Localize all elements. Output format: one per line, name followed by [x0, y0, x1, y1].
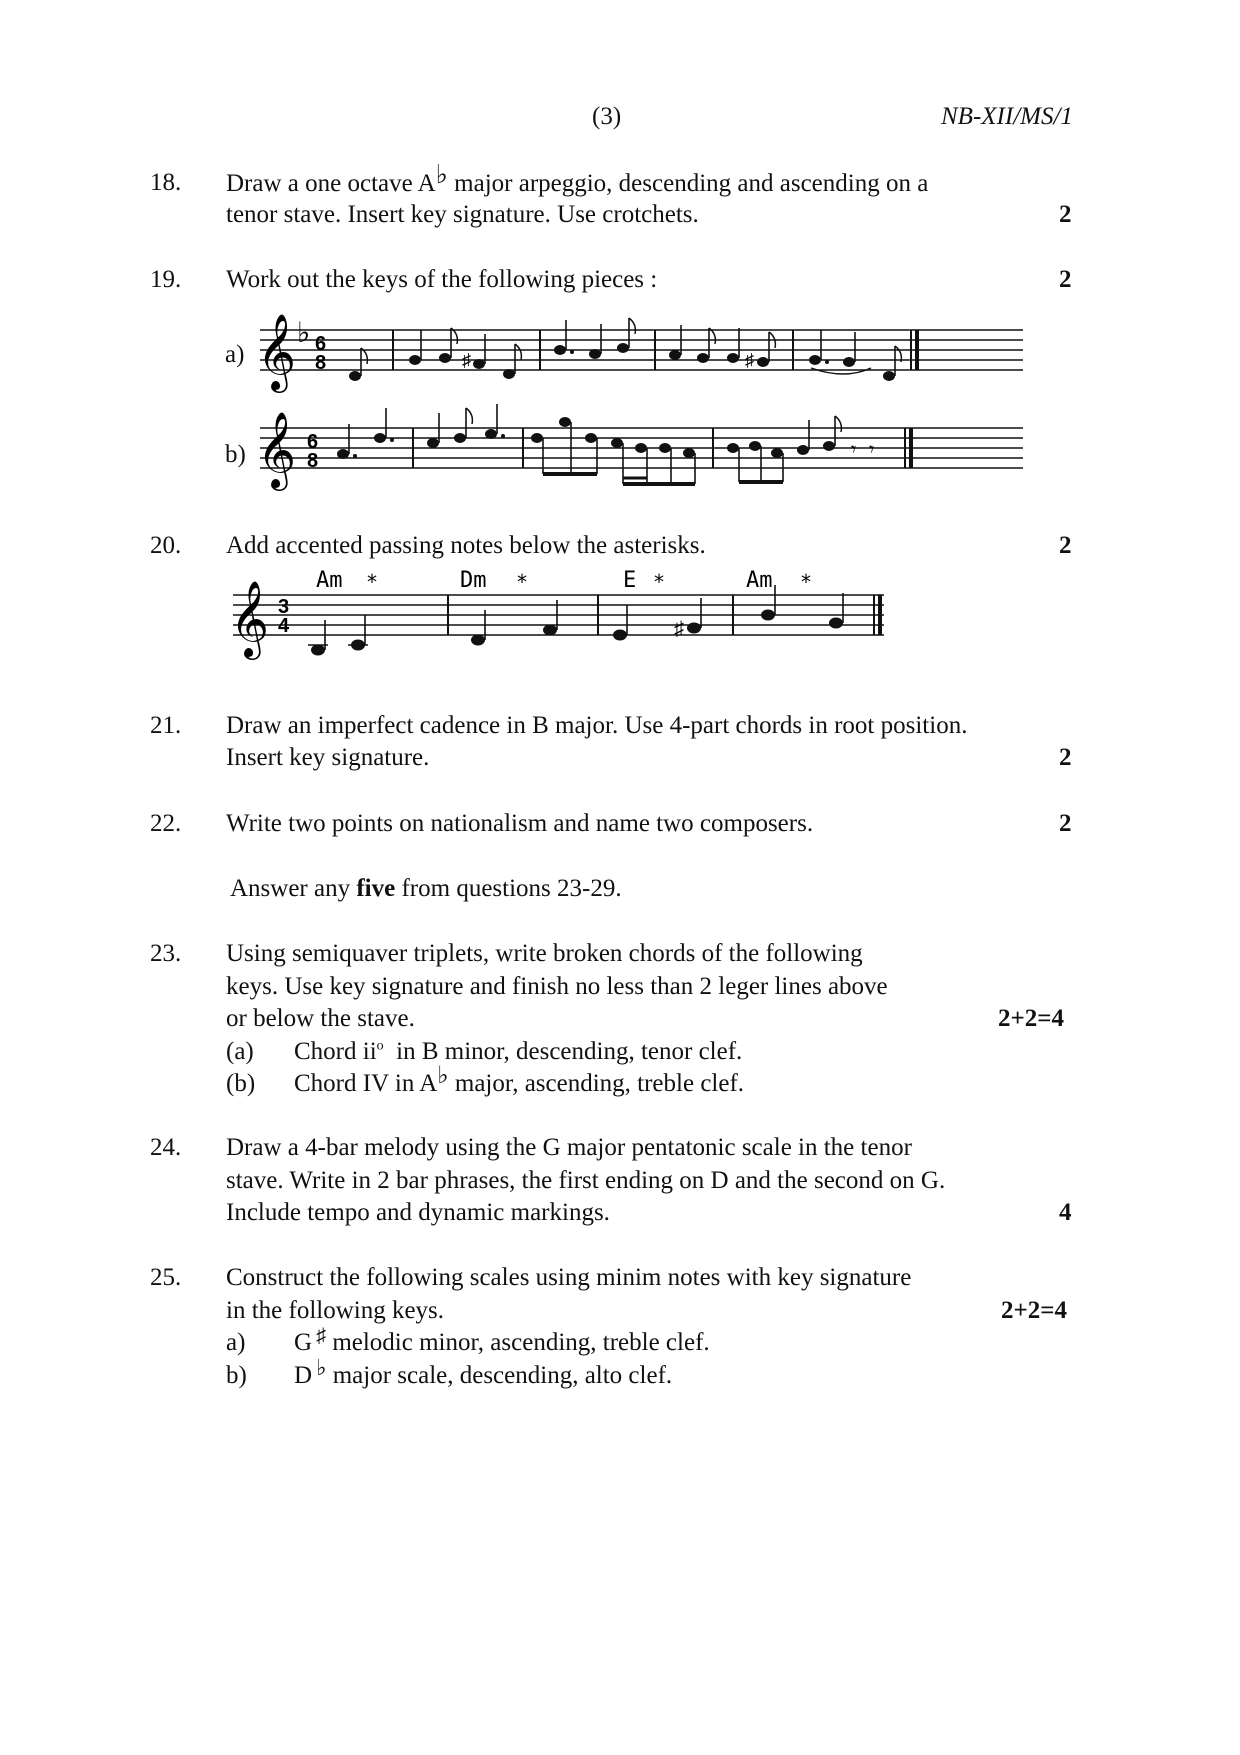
q20-text: Add accented passing notes below the asterisks.: [226, 532, 706, 559]
q24-line2: stave. Write in 2 bar phrases, the first ending on D and the second on G.: [226, 1167, 946, 1194]
sharp-accidental: ♯: [462, 350, 471, 370]
time-sig-top: 6: [315, 333, 327, 355]
paper-code: NB-XII/MS/1: [941, 103, 1073, 130]
q19-text: Work out the keys of the following pieces :: [226, 266, 658, 293]
q25-b-label: b): [226, 1362, 247, 1389]
chord-symbol-4: Am: [746, 568, 773, 593]
q21-line2: Insert key signature.: [226, 744, 430, 771]
svg-text:♯: ♯: [674, 618, 684, 640]
q22-marks: 2: [1059, 810, 1072, 837]
time-sig-top: 6: [307, 431, 319, 453]
q19-number: 19.: [150, 266, 182, 293]
treble-clef-icon: 𝄞: [257, 316, 297, 389]
treble-clef-icon: 𝄞: [230, 583, 270, 656]
q18-marks: 2: [1059, 201, 1072, 228]
asterisk-3: *: [653, 570, 666, 594]
key-signature-flat: ♭: [297, 318, 311, 349]
q23-number: 23.: [150, 940, 182, 967]
q21-line1: Draw an imperfect cadence in B major. Use 4-part chords in root position.: [226, 712, 968, 739]
section-instruction: Answer any five from questions 23-29.: [230, 875, 622, 902]
q23-marks: 2+2=4: [998, 1005, 1064, 1032]
q23-b-label: (b): [226, 1070, 256, 1097]
q19-label-a: a): [225, 341, 245, 368]
time-sig-top: 3: [278, 596, 290, 618]
q25-a-text: G ♯ melodic minor, ascending, treble clef.: [294, 1325, 710, 1356]
q18-line1: Draw a one octave A♭ major arpeggio, descending and ascending on a: [226, 160, 929, 197]
q20-number: 20.: [150, 532, 182, 559]
asterisk-1: *: [366, 570, 379, 594]
q23-line2: keys. Use key signature and finish no less than 2 leger lines above: [226, 973, 888, 1000]
q25-line1: Construct the following scales using minim notes with key signature: [226, 1264, 912, 1291]
q23-b-text: Chord IV in A♭ major, ascending, treble clef.: [294, 1063, 745, 1097]
q21-number: 21.: [150, 712, 182, 739]
chord-symbol-3: E: [623, 568, 637, 593]
chord-symbol-1: Am: [316, 568, 343, 593]
q24-marks: 4: [1059, 1199, 1072, 1226]
music-staff-c: [228, 565, 908, 675]
q18-line2: tenor stave. Insert key signature. Use crotchets.: [226, 201, 699, 228]
q23-a-text: Chord $ii^o$ in B minor, descending, tenor clef.: [294, 1038, 743, 1065]
svg-text:♯: ♯: [745, 350, 754, 370]
asterisk-4: *: [800, 570, 813, 594]
q23-a-label: (a): [226, 1038, 254, 1065]
treble-clef-icon: 𝄞: [257, 414, 297, 487]
q24-line1: Draw a 4-bar melody using the G major pentatonic scale in the tenor: [226, 1134, 912, 1161]
music-staff-b: [255, 398, 1035, 494]
time-sig-bottom: 8: [307, 450, 319, 472]
q25-marks: 2+2=4: [1001, 1297, 1067, 1324]
q25-number: 25.: [150, 1264, 182, 1291]
q21-marks: 2: [1059, 744, 1072, 771]
music-staff-a: [255, 300, 1035, 390]
page-number: (3): [592, 103, 622, 130]
q25-line2: in the following keys.: [226, 1297, 445, 1324]
q19-marks: 2: [1059, 266, 1072, 293]
q19-label-b: b): [225, 441, 246, 468]
q22-text: Write two points on nationalism and name two composers.: [226, 810, 814, 837]
staff-lines: [233, 595, 884, 635]
notes-b: [337, 404, 911, 484]
q25-a-label: a): [226, 1329, 246, 1356]
staff-lines: [260, 330, 1023, 370]
rest-1: 𝄾: [851, 439, 857, 461]
chord-symbol-2: Dm: [460, 568, 487, 593]
q20-marks: 2: [1059, 532, 1072, 559]
q22-number: 22.: [150, 810, 182, 837]
q25-b-text: D ♭ major scale, descending, alto clef.: [294, 1355, 673, 1389]
q24-line3: Include tempo and dynamic markings.: [226, 1199, 610, 1226]
q23-line1: Using semiquaver triplets, write broken chords of the following: [226, 940, 863, 967]
time-sig-bottom: 4: [278, 615, 290, 637]
q23-line3: or below the stave.: [226, 1005, 415, 1032]
rest-2: 𝄾: [869, 439, 875, 461]
asterisk-2: *: [516, 570, 529, 594]
q18-number: 18.: [150, 169, 182, 196]
q24-number: 24.: [150, 1134, 182, 1161]
time-sig-bottom: 8: [315, 352, 327, 374]
